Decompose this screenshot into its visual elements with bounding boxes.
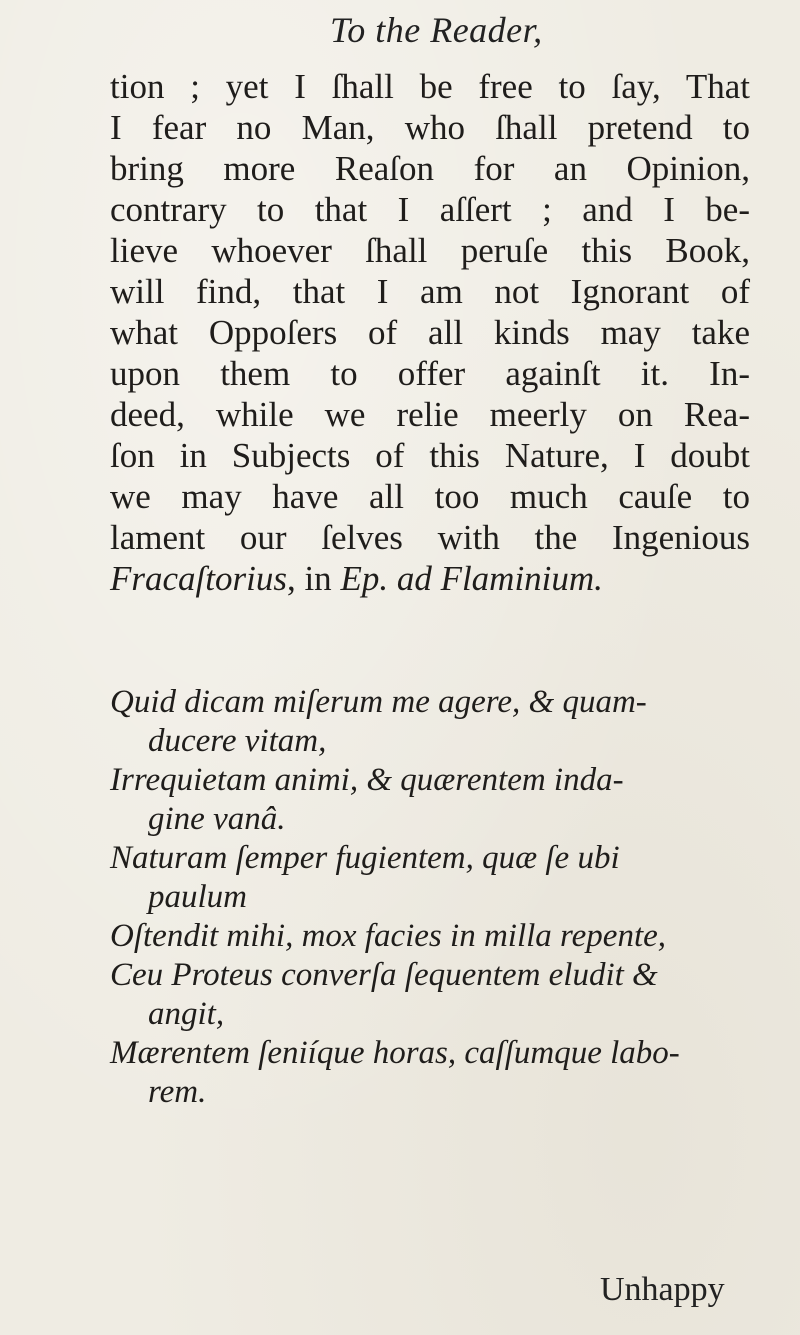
verse-line-11: rem. <box>148 1074 207 1110</box>
verse-line-4: gine vanâ. <box>148 801 286 837</box>
verse-line-5: Naturam ſemper fugientem, quæ ſe ubi <box>110 840 620 876</box>
verse-line-2: ducere vitam, <box>148 723 327 759</box>
running-head: To the Reader, <box>330 10 543 50</box>
body-line-13 <box>110 558 750 599</box>
body-line-5: lieve whoever ſhall peruſe this Book, <box>110 231 750 270</box>
verse-line-1: Quid dicam miſerum me agere, & quam- <box>110 684 647 720</box>
body-line-9: deed, while we relie meerly on Rea- <box>110 395 750 434</box>
body-line-11: we may have all too much cauſe to <box>110 477 750 516</box>
epistle-reference: Ep. ad Flaminium. <box>340 559 603 598</box>
catchword: Unhappy <box>600 1271 725 1308</box>
author-connector: , in <box>286 559 341 598</box>
body-line-1: tion ; yet I ſhall be free to ſay, That <box>110 67 750 106</box>
body-line-12: lament our ſelves with the Ingenious <box>110 518 750 557</box>
body-line-3: bring more Reaſon for an Opinion, <box>110 149 750 188</box>
verse-line-6: paulum <box>148 879 247 915</box>
body-line-4: contrary to that I aſſert ; and I be- <box>110 190 750 229</box>
body-line-6: will find, that I am not Ignorant of <box>110 272 750 311</box>
body-line-7: what Oppoſers of all kinds may take <box>110 313 750 352</box>
body-line-2: I fear no Man, who ſhall pretend to <box>110 108 750 147</box>
verse-line-8: Ceu Proteus converſa ſequentem eludit & <box>110 957 658 993</box>
body-line-10: ſon in Subjects of this Nature, I doubt <box>110 436 750 475</box>
verse-line-9: angit, <box>148 996 225 1032</box>
body-line-8: upon them to offer againſt it. In- <box>110 354 750 393</box>
verse-line-10: Mærentem ſeniíque horas, caſſumque labo- <box>110 1035 680 1071</box>
verse-line-3: Irrequietam animi, & quærentem inda- <box>110 762 624 798</box>
verse-line-7: Oſtendit mihi, mox facies in milla repente, <box>110 918 667 954</box>
body-text <box>110 66 750 599</box>
latin-verse <box>110 683 750 1112</box>
author-name: Fracaſtorius <box>110 559 287 598</box>
